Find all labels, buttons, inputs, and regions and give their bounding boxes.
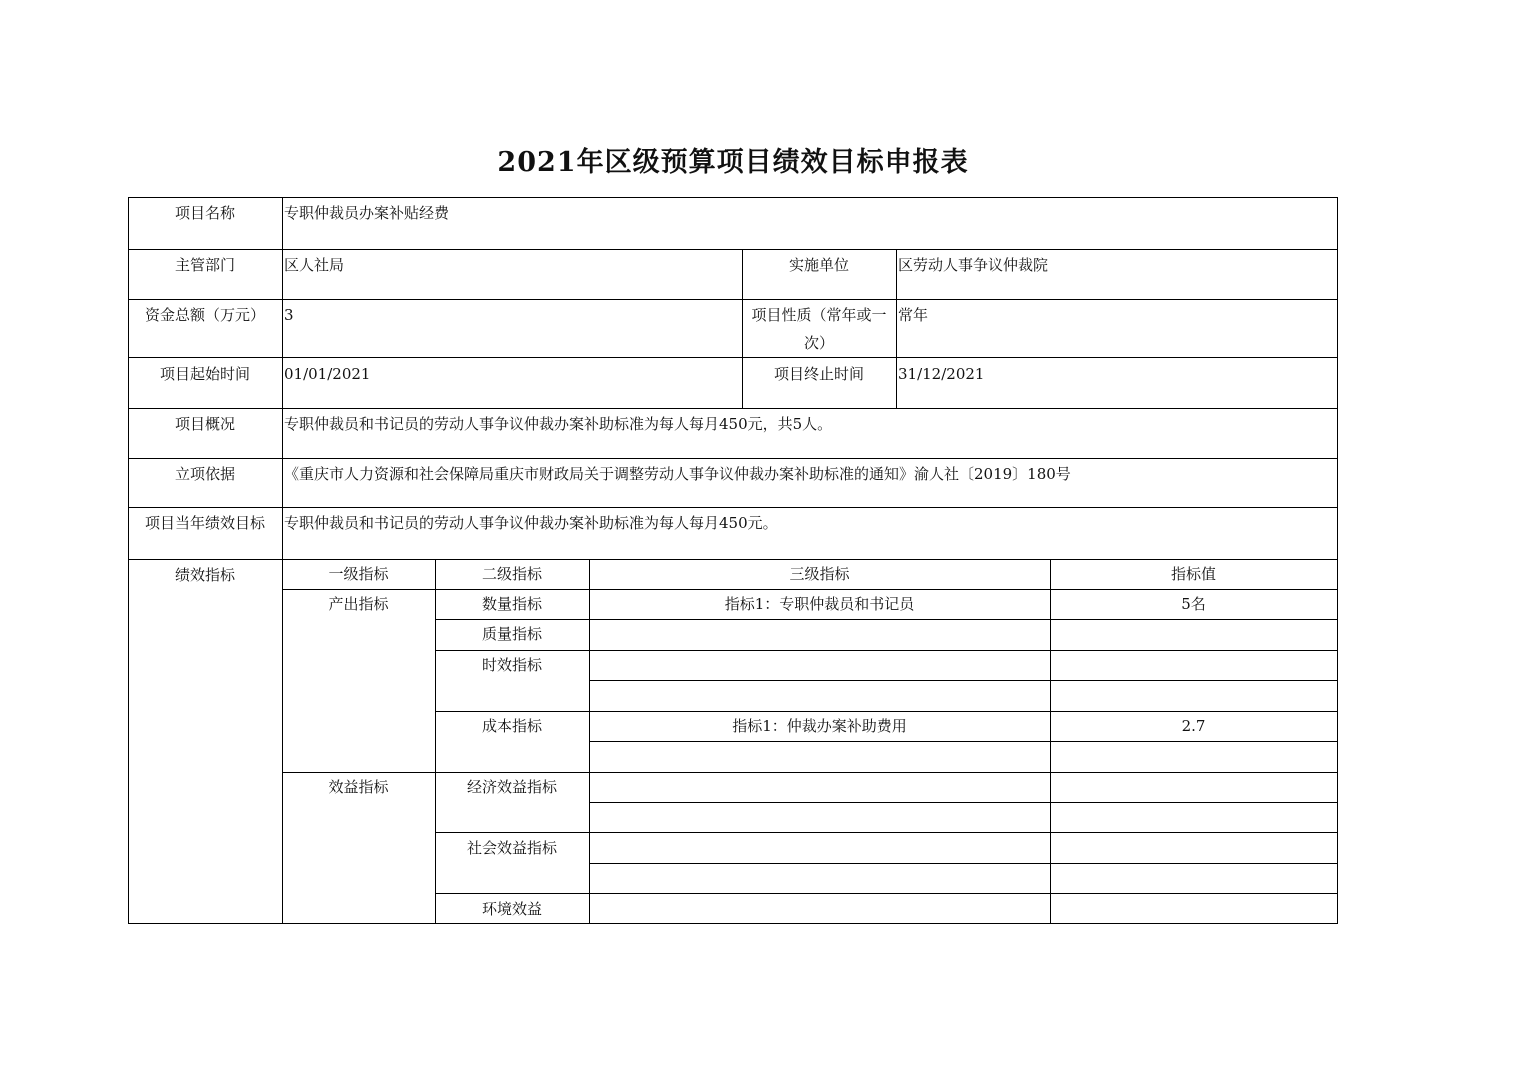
basis-value: 《重庆市人力资源和社会保障局重庆市财政局关于调整劳动人事争议仲裁办案补助标准的通知》渝人社〔2019〕180号 (284, 465, 1071, 483)
header-indicator-value: 指标值 (1170, 565, 1216, 583)
row-divider (128, 507, 1338, 508)
overview-value: 专职仲裁员和书记员的劳动人事争议仲裁办案补助标准为每人每月450元，共5人。 (284, 415, 833, 433)
funds-value: 3 (284, 306, 294, 324)
implementing-unit-value: 区劳动人事争议仲裁院 (898, 256, 1049, 274)
project-name-value: 专职仲裁员办案补贴经费 (284, 204, 450, 222)
cost-indicator-1-value: 2.7 (1181, 717, 1206, 735)
start-date-value: 01/01/2021 (284, 365, 371, 383)
row-divider (589, 863, 1338, 864)
output-indicators-label: 产出指标 (328, 595, 389, 613)
row-divider (589, 741, 1338, 742)
annual-goal-value: 专职仲裁员和书记员的劳动人事争议仲裁办案补助标准为每人每月450元。 (284, 514, 778, 532)
implementing-unit-label: 实施单位 (788, 256, 849, 274)
table-border-bottom (128, 923, 1338, 924)
row-divider (128, 249, 1338, 250)
basis-label: 立项依据 (174, 465, 235, 483)
page-title: 2021年区级预算项目绩效目标申报表 (497, 147, 969, 178)
performance-target-table (128, 197, 1338, 924)
cost-indicator-label: 成本指标 (481, 717, 542, 735)
header-level1: 一级指标 (328, 565, 389, 583)
project-name-label: 项目名称 (174, 204, 235, 222)
indicators-label: 绩效指标 (174, 566, 235, 584)
row-divider (128, 357, 1338, 358)
start-date-label: 项目起始时间 (159, 365, 250, 383)
economic-benefit-label: 经济效益指标 (466, 778, 557, 796)
row-divider (589, 680, 1338, 681)
project-nature-label: 项目性质（常年或一次） (751, 306, 887, 352)
row-divider (435, 893, 1338, 894)
table-border-right (1337, 197, 1338, 924)
row-divider (128, 408, 1338, 409)
social-benefit-label: 社会效益指标 (466, 839, 557, 857)
row-divider (128, 299, 1338, 300)
quantity-indicator-label: 数量指标 (481, 595, 542, 613)
department-label: 主管部门 (174, 256, 235, 274)
row-divider (435, 832, 1338, 833)
end-date-label: 项目终止时间 (773, 365, 864, 383)
quality-indicator-label: 质量指标 (481, 625, 542, 643)
end-date-value: 31/12/2021 (898, 365, 985, 383)
cost-indicator-1-name: 指标1：仲裁办案补助费用 (732, 717, 907, 735)
header-level2: 二级指标 (481, 565, 542, 583)
header-level3: 三级指标 (789, 565, 850, 583)
funds-label: 资金总额（万元） (144, 306, 265, 324)
annual-goal-label: 项目当年绩效目标 (144, 514, 265, 532)
overview-label: 项目概况 (174, 415, 235, 433)
table-border-top (128, 197, 1338, 198)
project-nature-value: 常年 (898, 306, 929, 324)
benefit-indicators-label: 效益指标 (328, 778, 389, 796)
environment-benefit-label: 环境效益 (481, 900, 542, 918)
row-divider (128, 458, 1338, 459)
quantity-indicator-1-value: 5名 (1181, 595, 1206, 613)
timeliness-indicator-label: 时效指标 (481, 656, 542, 674)
department-value: 区人社局 (284, 256, 345, 274)
row-divider (589, 802, 1338, 803)
quantity-indicator-1-name: 指标1：专职仲裁员和书记员 (724, 595, 915, 613)
